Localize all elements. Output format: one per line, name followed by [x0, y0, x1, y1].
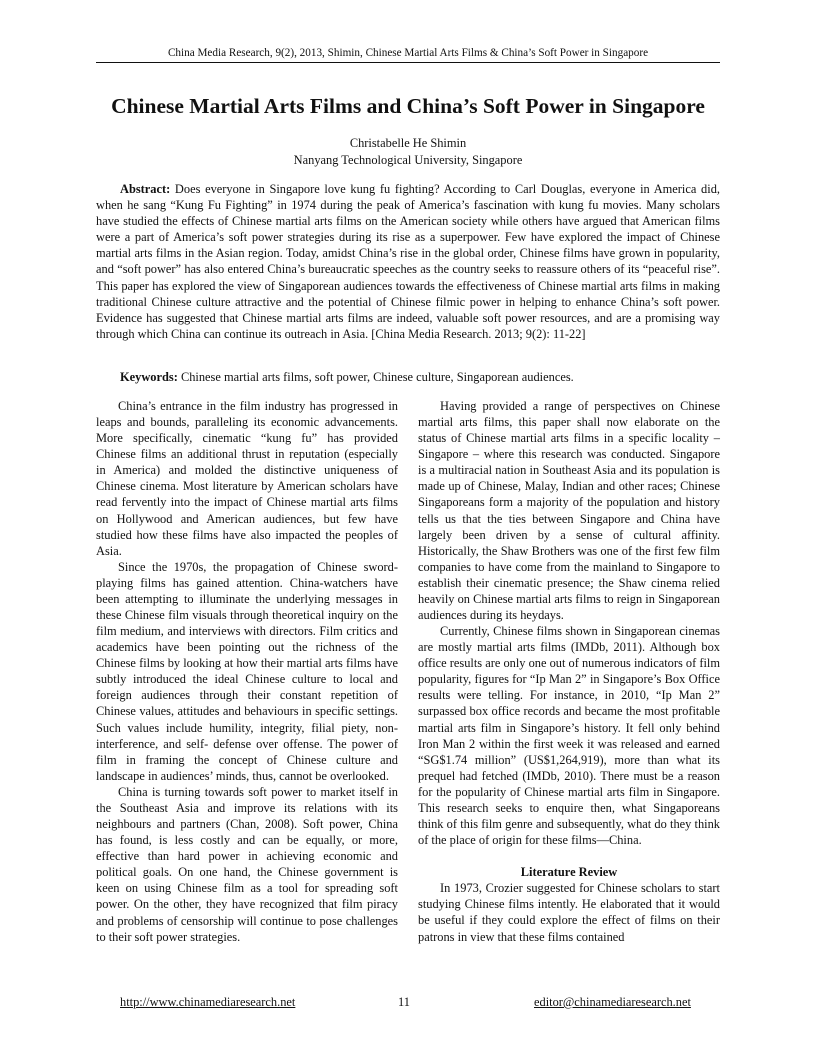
- body-paragraph: China is turning towards soft power to market itself in the Southeast Asia and improve its relations with its neighbours and partners (Chan, 2008). Soft power, China has found, is less costly and can be equally, or more, effective than hard power in achieving economic and political goals. On one hand, the Chinese government is keen on using Chinese film as a tool for spreading soft power. On the other, they have recognized that film piracy and problems of censorship will continue to pose challenges to their soft power strategies.: [96, 784, 398, 944]
- body-paragraph: Since the 1970s, the propagation of Chinese sword-playing films has gained attention. China-watchers have been attempting to illuminate the underlying messages in these Chinese film visuals through theoretical inquiry on the film medium, and interviews with directors. Film critics and academics have been pointing out the richness of the Chinese films by looking at how their martial arts films have subtly introduced the ideal Chinese culture to local and foreign audiences through their constant repetition of Chinese values, attitudes and behaviours in specific settings. Such values include humility, integrity, filial piety, non-interference, and self- defense over offense. The power of film in framing the concept of Chinese culture and landscape in audiences’ minds, thus, cannot be overlooked.: [96, 559, 398, 783]
- right-column: [418, 398, 720, 945]
- email-link[interactable]: editor@chinamediaresearch.net: [534, 995, 691, 1009]
- author-affiliation: Nanyang Technological University, Singapore: [293, 153, 523, 167]
- keywords-text: Chinese martial arts films, soft power, Chinese culture, Singaporean audiences.: [180, 370, 574, 384]
- body-paragraph: Currently, Chinese films shown in Singaporean cinemas are mostly martial arts films (IMDb, 2011). Although box office results are only one out of numerous indicators of film popularity, figures for “Ip Man 2” in Singapore’s Box Office results were telling. For instance, in 2010, “Ip Man 2” surpassed box office records and became the most profitable martial arts film in Singapore’s history. It fell only behind Iron Man 2 within the first week it was released and earned “SG$1.74 million” (US$1,264,919), more than what its prequel had fetched (IMDb, 2010). There must be a reason for the popularity of Chinese martial arts film in Singapore. This research seeks to enquire then, what Singaporeans think of this film genre and subsequently, what do they think of the place of origin for these films—China.: [418, 624, 720, 848]
- left-column: [96, 398, 398, 945]
- running-head: China Media Research, 9(2), 2013, Shimin, Chinese Martial Arts Films & China’s Soft Power in Singapore: [167, 47, 649, 59]
- keywords: [96, 369, 720, 385]
- section-spacer: [418, 848, 720, 864]
- abstract-text: Does everyone in Singapore love kung fu fighting? According to Carl Douglas, everyone in America did, when he sang “Kung Fu Fighting” in 1974 during the peak of America’s fascination with kung fu movies. Many scholars have studied the effects of Chinese martial arts films on the American society while others have argued that American films were a part of America’s soft power strategies during its rise as a superpower. Few have explored the impact of Chinese martial arts films in the Asian region. Today, amidst China’s rise in the global order, Chinese films have grown in popularity, and “soft power” has also entered China’s bureaucratic speeches as the country seeks to reassure others of its “peaceful rise”. This paper has explored the view of Singaporean audiences towards the effectiveness of Chinese martial arts films in making traditional Chinese culture attractive and the potential of Chinese filmic power in helping to enhance China’s soft power. Evidence has suggested that Chinese martial arts films are indeed, valuable soft power resources, and are a promising way through which China can continue its outreach in Asia. [China Media Research. 2013; 9(2): 11-22]: [96, 182, 720, 341]
- body-paragraph: China’s entrance in the film industry has progressed in leaps and bounds, paralleling its economic advancements. More specifically, cinematic “kung fu” has provided Chinese films an additional thrust in reputation (especially in America) and molded the distinctive uniqueness of Chinese cinema. Most literature by American scholars have read fervently into the impact of Chinese martial arts films on Hollywood and American audiences, but few have studied how these films have also impacted the peoples of Asia.: [96, 399, 398, 558]
- body-paragraph: Having provided a range of perspectives on Chinese martial arts films, this paper shall now elaborate on the status of Chinese martial arts films in a specific locality – Singapore – where this research was conducted. Singapore is a multiracial nation in Southeast Asia and its population is made up of Chinese, Malay, Indian and other races; Chinese Singaporeans form a majority of the population and history tells us that the ties between Singapore and China have largely been driven by a sense of cultural affinity. Historically, the Shaw Brothers was one of the first few film companies to have come from the mainland to Singapore to establish their cinematic presence; the Shaw cinema relied heavily on Chinese martial arts films to reign in Singaporean audiences during its heydays.: [418, 399, 720, 623]
- article-title: Chinese Martial Arts Films and China’s Soft Power in Singapore: [111, 94, 705, 118]
- abstract-label: Abstract:: [120, 182, 171, 196]
- page-number: 11: [398, 995, 410, 1009]
- author-name: Christabelle He Shimin: [349, 136, 467, 150]
- website-link[interactable]: http://www.chinamediaresearch.net: [120, 995, 296, 1009]
- section-heading: Literature Review: [520, 865, 618, 880]
- keywords-label: Keywords:: [120, 370, 178, 384]
- header-rule: [96, 62, 720, 63]
- body-paragraph: In 1973, Crozier suggested for Chinese scholars to start studying Chinese films intently. He elaborated that it would be useful if they could explore the effect of films on their patrons in view that these films contained: [418, 881, 720, 944]
- abstract: [96, 181, 720, 342]
